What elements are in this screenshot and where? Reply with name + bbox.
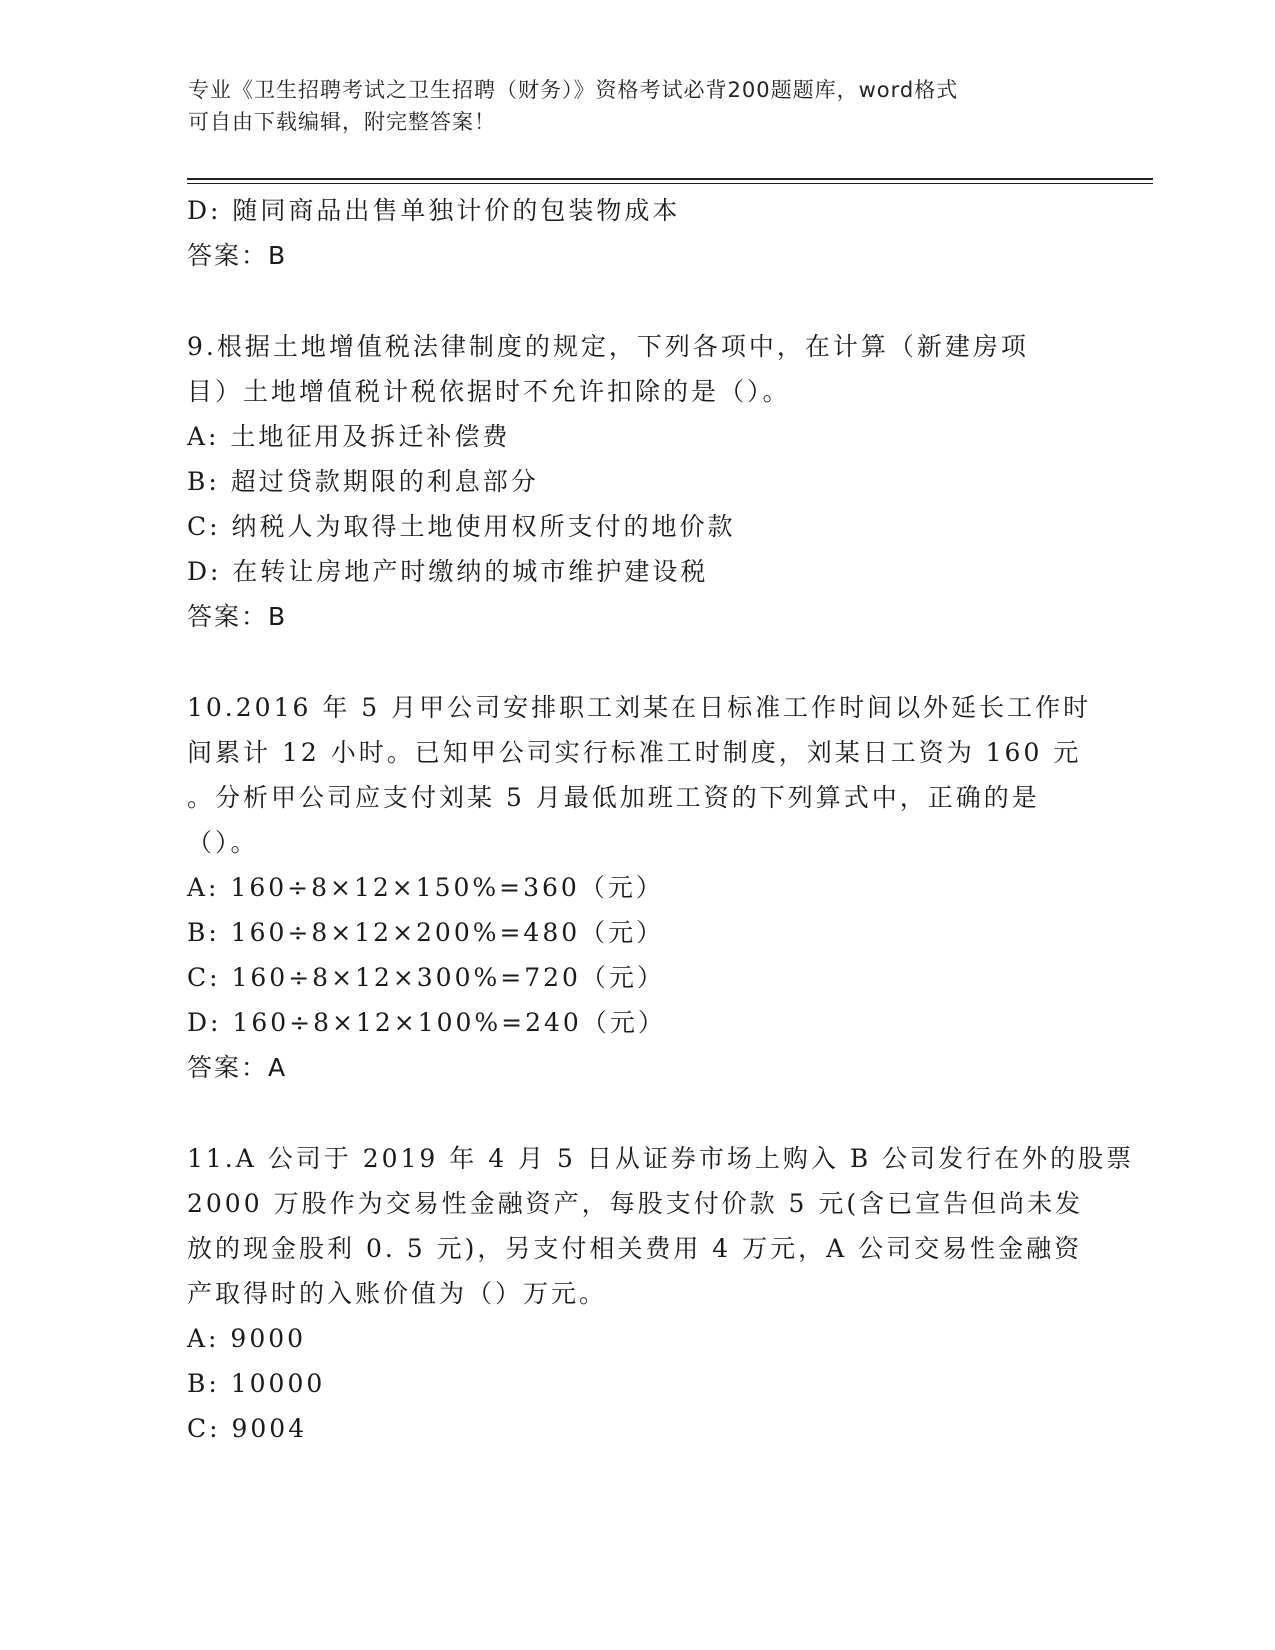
question-11 [187, 1136, 1135, 1451]
document-header [188, 74, 1088, 138]
question-10-text-2: 间累计 12 小时。已知甲公司实行标准工时制度，刘某日工资为 160 元 [187, 738, 1082, 767]
question-11-text-1: 11.A 公司于 2019 年 4 月 5 日从证券市场上购入 B 公司发行在外的股票 [187, 1144, 1135, 1173]
document-body [187, 188, 1135, 1451]
question-10-text-4: （）。 [187, 828, 259, 857]
question-9-text-2: 目）土地增值税计税依据时不允许扣除的是（）。 [187, 377, 791, 406]
question-9-option-a: A: 土地征用及拆迁补偿费 [187, 422, 511, 451]
question-10-text-3: 。分析甲公司应支付刘某 5 月最低加班工资的下列算式中，正确的是 [187, 783, 1040, 812]
header-divider [187, 178, 1153, 180]
question-9-text-1: 9.根据土地增值税法律制度的规定，下列各项中，在计算（新建房项 [187, 332, 1029, 361]
question-10-option-b: B: 160÷8×12×200%=480（元） [187, 918, 665, 947]
question-10-text-1: 10.2016 年 5 月甲公司安排职工刘某在日标准工作时间以外延长工作时 [187, 693, 1092, 722]
question-10 [187, 685, 1092, 1090]
question-9-option-b: B: 超过贷款期限的利息部分 [187, 467, 539, 496]
question-10-option-a: A: 160÷8×12×150%=360（元） [187, 873, 664, 902]
question-10-option-c: C: 160÷8×12×300%=720（元） [187, 963, 665, 992]
question-11-text-3: 放的现金股利 0. 5 元)，另支付相关费用 4 万元，A 公司交易性金融资 [187, 1234, 1083, 1263]
header-line-2: 可自由下载编辑，附完整答案！ [188, 110, 496, 134]
question-11-text-4: 产取得时的入账价值为（）万元。 [187, 1279, 608, 1308]
question-11-option-a: A: 9000 [187, 1324, 307, 1353]
prev-option-d: D: 随同商品出售单独计价的包装物成本 [187, 196, 681, 225]
question-10-option-d: D: 160÷8×12×100%=240（元） [187, 1008, 666, 1037]
question-9-answer: 答案：B [187, 602, 288, 631]
header-divider-thin [187, 183, 1153, 184]
question-9-option-c: C: 纳税人为取得土地使用权所支付的地价款 [187, 512, 736, 541]
question-10-answer: 答案：A [187, 1053, 288, 1082]
header-line-1: 专业《卫生招聘考试之卫生招聘（财务）》资格考试必背200题题库，word格式 [188, 78, 959, 102]
question-9 [187, 324, 1087, 639]
question-11-option-c: C: 9004 [187, 1414, 308, 1443]
question-11-text-2: 2000 万股作为交易性金融资产，每股支付价款 5 元(含已宣告但尚未发 [187, 1189, 1084, 1218]
prev-answer: 答案：B [187, 241, 288, 270]
question-11-option-b: B: 10000 [187, 1369, 326, 1398]
question-9-option-d: D: 在转让房地产时缴纳的城市维护建设税 [187, 557, 709, 586]
